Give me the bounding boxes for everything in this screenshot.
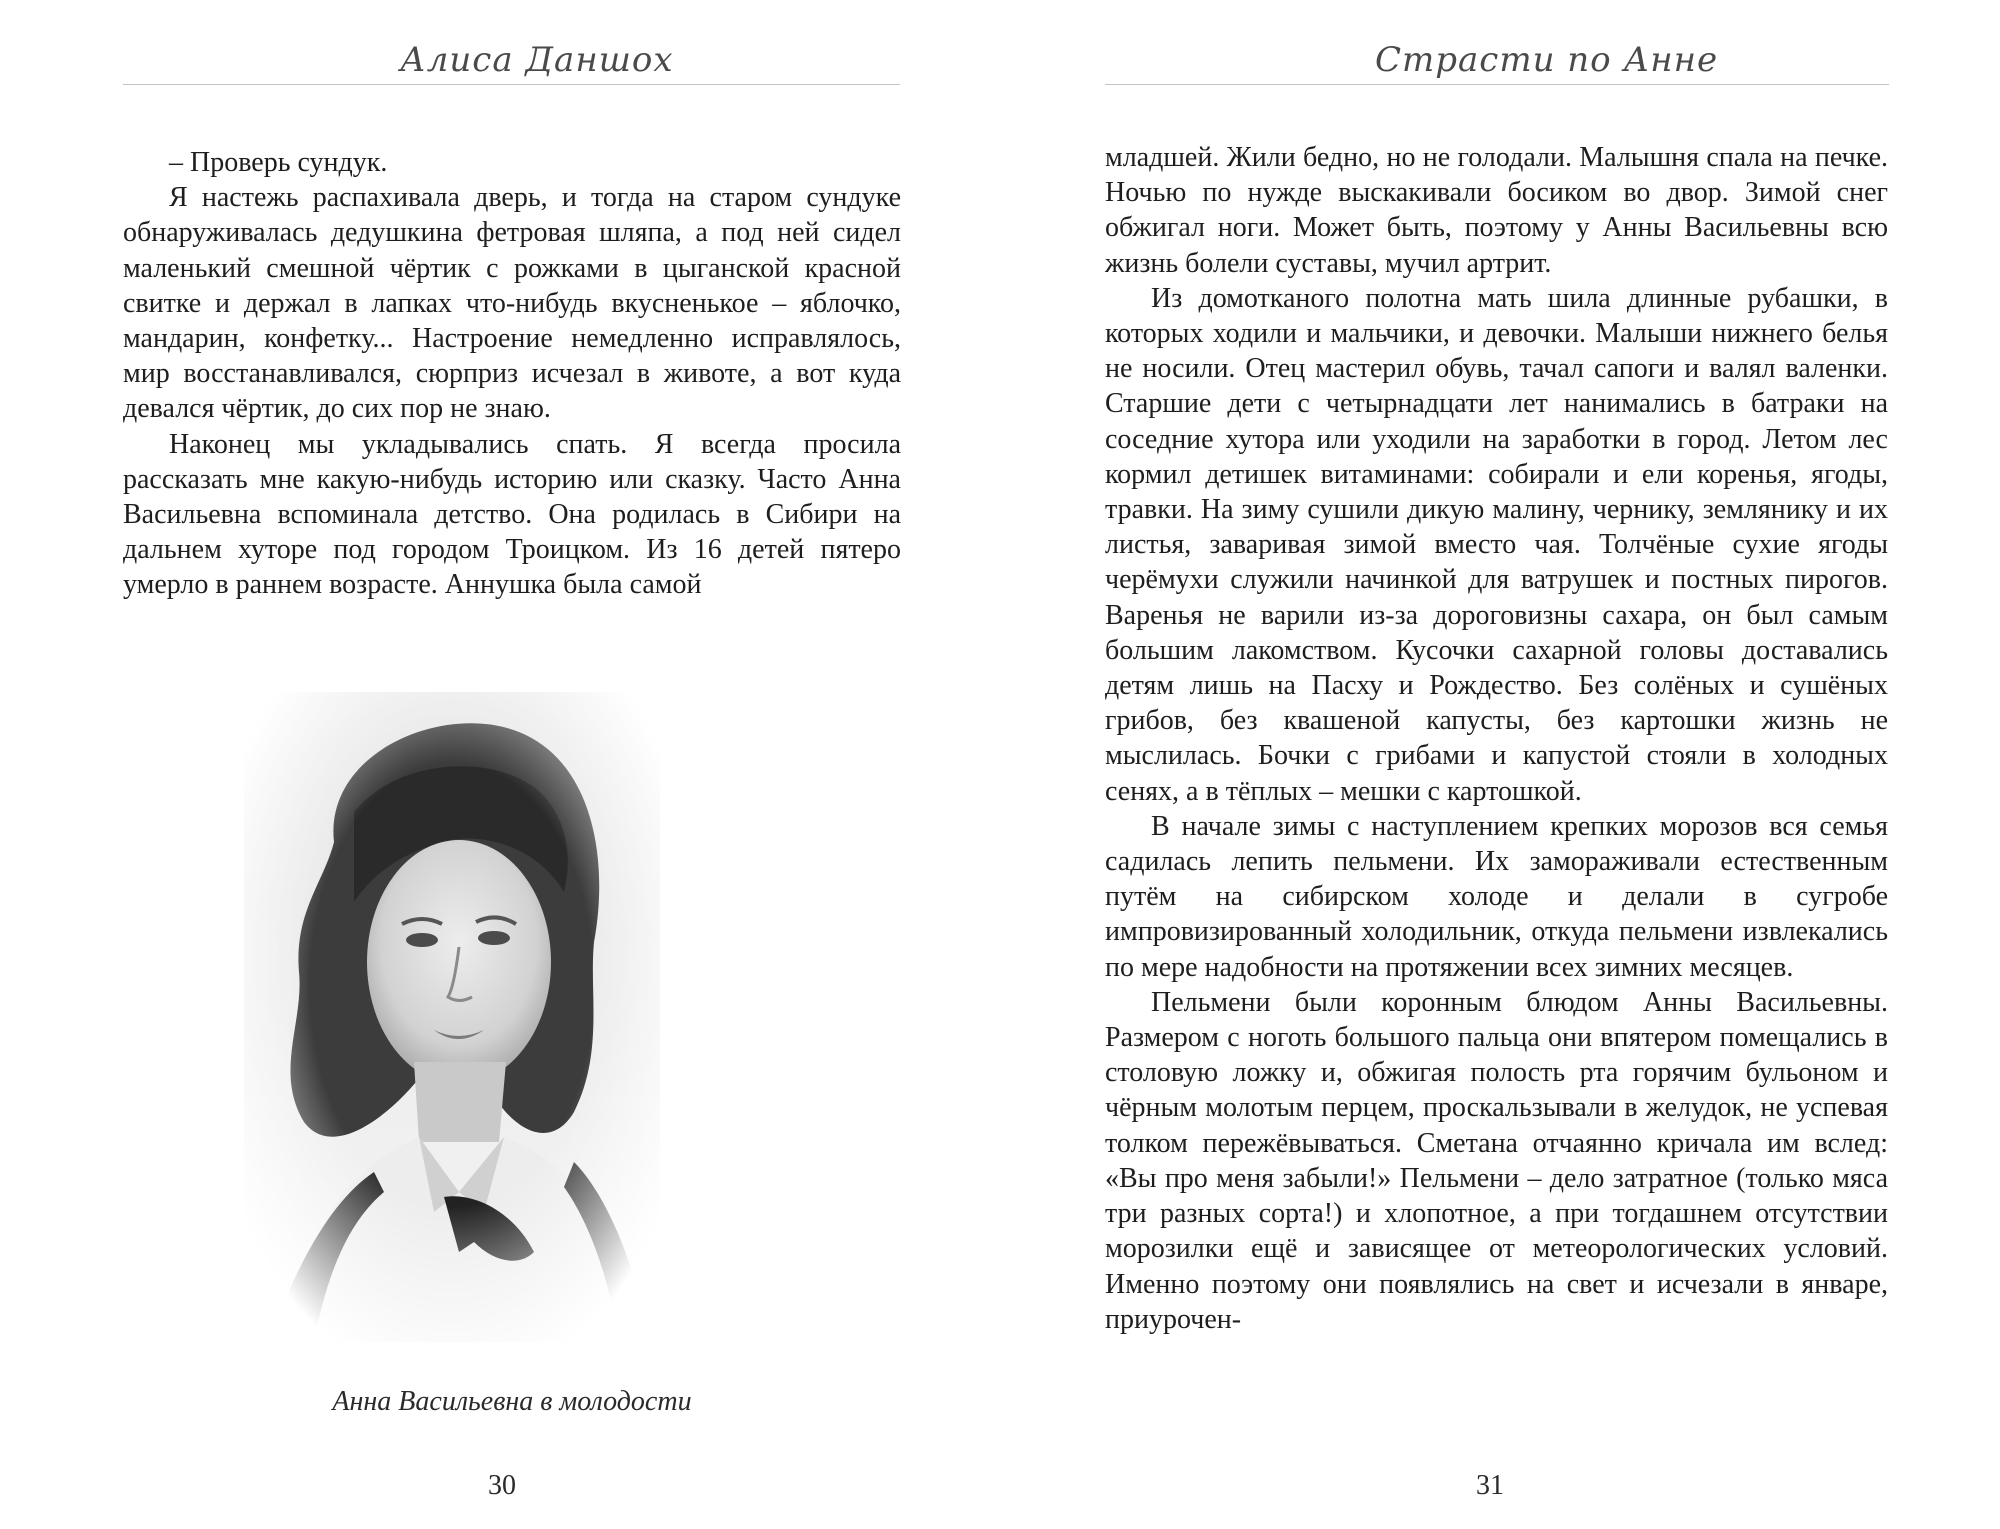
page-number: 31 (1476, 1470, 1504, 1501)
right-page (1000, 0, 2000, 1529)
paragraph-continued: младшей. Жили бедно, но не голодали. Малышня спала на печке. Ночью по нужде выскакивали босиком во двор. Зимой снег обжигал ноги. Может быть, поэтому у Анны Васильевны всю жизнь болели суставы, мучил артрит. (1105, 142, 1888, 279)
paragraph: Из домотканого полотна мать шила длинные рубашки, в которых ходили и мальчики, и девочки. Малыши нижнего белья не носили. Отец мастерил обувь, тачал сапоги и валял валенки. Старшие дети с четырнадцати лет нанимались в батраки на соседние хутора или уходили на заработки в город. Летом лес кормил детишек витаминами: собирали и ели коренья, ягоды, травки. На зиму сушили дикую малину, чернику, землянику и их листья, заваривая зимой вместо чая. Толчёные сухие ягоды черёмухи служили начинкой для ватрушек и постных пирогов. Варенья не варили из-за дороговизны сахара, он был самым большим лакомством. Кусочки сахарной головы доставались детям лишь на Пасху и Рождество. Без солёных и сушёных грибов, без квашеной капусты, без картошки жизнь не мыслилась. Бочки с грибами и капустой стояли в холодных сенях, а в тёплых – мешки с картошкой. (1105, 282, 1888, 807)
running-head-title: Страсти по Анне (1375, 40, 1719, 80)
photo-caption: Анна Васильевна в молодости (332, 1386, 692, 1417)
running-head-author: Алиса Даншох (400, 40, 674, 80)
header-rule (1105, 84, 1889, 85)
right-text-block (1105, 140, 1888, 1337)
paragraph: В начале зимы с наступлением крепких морозов вся семья садилась лепить пельмени. Их замораживали естественным путём на сибирском холоде и делали в сугробе импровизированный холодильник, откуда пельмени извлекались по мере надобности на протяжении всех зимних месяцев. (1105, 810, 1888, 983)
header-rule (123, 84, 900, 85)
paragraph: Пельмени были коронным блюдом Анны Васильевны. Размером с ноготь большого пальца они впятером помещались в столовую ложку и, обжигая полость рта горячим бульоном и чёрным молотым перцем, проскальзывали в желудок, не успевая толком пережёвываться. Сметана отчаянно кричала им вслед: «Вы про меня забыли!» Пельмени – дело затратное (только мяса три разных сорта!) и хлопотное, а при тогдашнем отсутствии морозилки ещё и зависящее от метеорологических условий. Именно поэтому они появлялись на свет и исчезали в январе, приурочен- (1105, 986, 1888, 1335)
paragraph: Наконец мы укладывались спать. Я всегда просила рассказать мне какую-нибудь историю или сказку. Часто Анна Васильевна вспоминала детство. Она родилась в Сибири на дальнем хуторе под городом Троицком. Из 16 детей пятеро умерло в раннем возрасте. Аннушка была самой (123, 428, 901, 601)
paragraph: – Проверь сундук. (169, 147, 388, 178)
paragraph: Я настежь распахивала дверь, и тогда на старом сундуке обнаруживалась дедушкина фетровая шляпа, а под ней сидел маленький смешной чёртик с рожками в цыганской красной свитке и держал в лапках что-нибудь вкусненькое – яблочко, мандарин, конфетку... Настроение немедленно исправлялось, мир восстанавливался, сюрприз исчезал в животе, а вот куда девался чёртик, до сих пор не знаю. (123, 182, 901, 425)
page-number: 30 (488, 1470, 516, 1501)
left-text-block (123, 145, 901, 603)
portrait-photo (244, 692, 660, 1342)
